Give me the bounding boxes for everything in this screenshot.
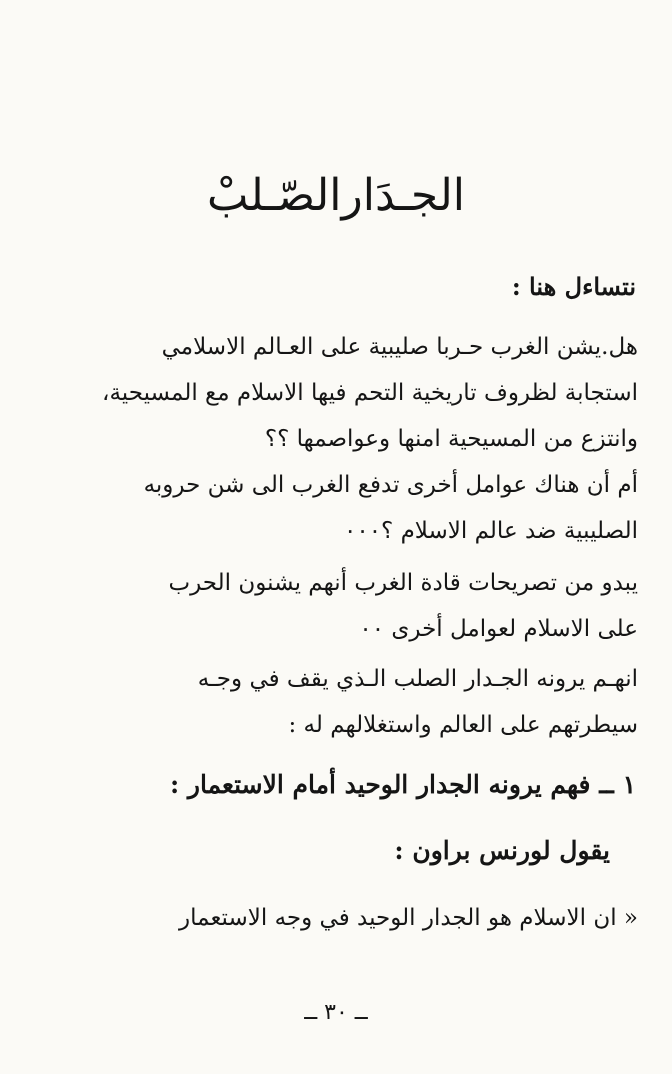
section-heading-1: ١ ــ فهم يرونه الجدار الوحيد أمام الاستعمار : xyxy=(169,770,636,799)
paragraph-2 xyxy=(34,462,638,554)
paragraph-line: هل.يشن الغرب حـربا صليبية على العـالم الاسلامي xyxy=(161,334,638,360)
paragraph-line: وانتزع من المسيحية امنها وعواصمها ؟؟ xyxy=(264,426,638,452)
paragraph-line: أم أن هناك عوامل أخرى تدفع الغرب الى شن حروبه xyxy=(143,472,638,498)
paragraph-line: انهـم يرونه الجـدار الصلب الـذي يقف في وجـه xyxy=(197,666,638,692)
paragraph-line: يبدو من تصريحات قادة الغرب أنهم يشنون الحرب xyxy=(168,570,638,596)
paragraph-4 xyxy=(34,656,638,748)
page-number: ــ ٣٠ ــ xyxy=(304,1000,368,1025)
intro-question: نتساءل هنا : xyxy=(511,272,636,301)
paragraph-line: على الاسلام لعوامل أخرى ٠٠ xyxy=(359,616,638,642)
paragraph-line: الصليبية ضد عالم الاسلام ؟٠٠٠ xyxy=(343,518,638,544)
paragraph-line: سيطرتهم على العالم واستغلالهم له : xyxy=(288,712,638,738)
paragraph-3 xyxy=(34,560,638,652)
chapter-title: الجـدَارالصّـلبْ xyxy=(207,170,465,221)
section-heading-2: يقول لورنس براون : xyxy=(394,836,610,865)
paragraph-1 xyxy=(34,324,638,462)
quote-line: « ان الاسلام هو الجدار الوحيد في وجه الاستعمار xyxy=(179,905,638,931)
paragraph-line: استجابة لظروف تاريخية التحم فيها الاسلام مع المسيحية، xyxy=(102,380,638,406)
